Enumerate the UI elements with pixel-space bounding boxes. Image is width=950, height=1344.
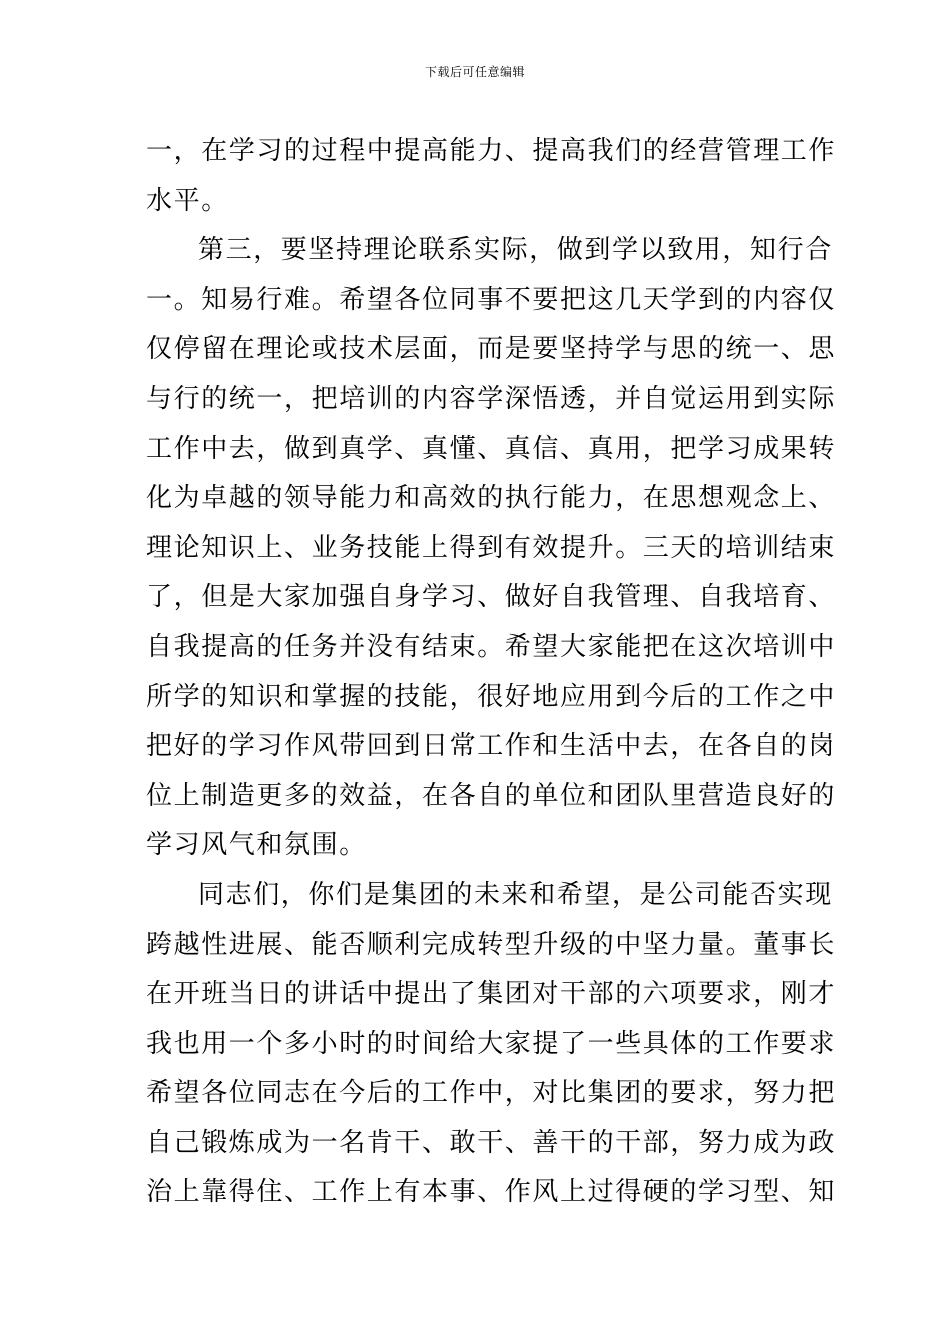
text-line: 同志们，你们是集团的未来和希望，是公司能否实现 [198, 879, 833, 910]
text-line: 在开班当日的讲话中提出了集团对干部的六项要求，刚才 [146, 979, 837, 1010]
text-line: 自己锻炼成为一名肯干、敢干、善干的干部，努力成为政 [146, 1127, 837, 1158]
text-line: 位上制造更多的效益，在各自的单位和团队里营造良好的 [146, 780, 837, 811]
text-line: 理论知识上、业务技能上得到有效提升。三天的培训结束 [146, 532, 837, 563]
text-line: 所学的知识和掌握的技能，很好地应用到今后的工作之中 [146, 681, 837, 712]
document-body [146, 127, 837, 1218]
text-line: 自我提高的任务并没有结束。希望大家能把在这次培训中 [146, 631, 837, 662]
text-line: 把好的学习作风带回到日常工作和生活中去，在各自的岗 [146, 731, 837, 762]
page-header: 下载后可任意编辑 [424, 65, 525, 79]
paragraph [146, 127, 837, 226]
text-line: 学习风气和氛围。 [146, 830, 367, 861]
text-line: 跨越性进展、能否顺利完成转型升级的中坚力量。董事长 [146, 929, 837, 960]
text-line: 仅停留在理论或技术层面，而是要坚持学与思的统一、思 [146, 334, 837, 365]
text-line: 我也用一个多小时的时间给大家提了一些具体的工作要求 [146, 1028, 837, 1059]
paragraph [146, 871, 837, 1218]
text-line: 希望各位同志在今后的工作中，对比集团的要求，努力把 [146, 1078, 837, 1109]
text-line: 一。知易行难。希望各位同事不要把这几天学到的内容仅 [146, 284, 837, 315]
text-line: 一，在学习的过程中提高能力、提高我们的经营管理工作 [146, 136, 837, 166]
text-line: 了，但是大家加强自身学习、做好自我管理、自我培育、 [146, 582, 837, 613]
text-line: 水平。 [146, 185, 229, 216]
text-line: 第三，要坚持理论联系实际，做到学以致用，知行合 [198, 235, 833, 266]
text-line: 化为卓越的领导能力和高效的执行能力，在思想观念上、 [146, 483, 837, 514]
text-line: 治上靠得住、工作上有本事、作风上过得硬的学习型、知 [146, 1177, 837, 1208]
text-line: 与行的统一，把培训的内容学深悟透，并自觉运用到实际 [146, 383, 837, 414]
text-line: 工作中去，做到真学、真懂、真信、真用，把学习成果转 [146, 433, 837, 464]
paragraph [146, 226, 837, 871]
